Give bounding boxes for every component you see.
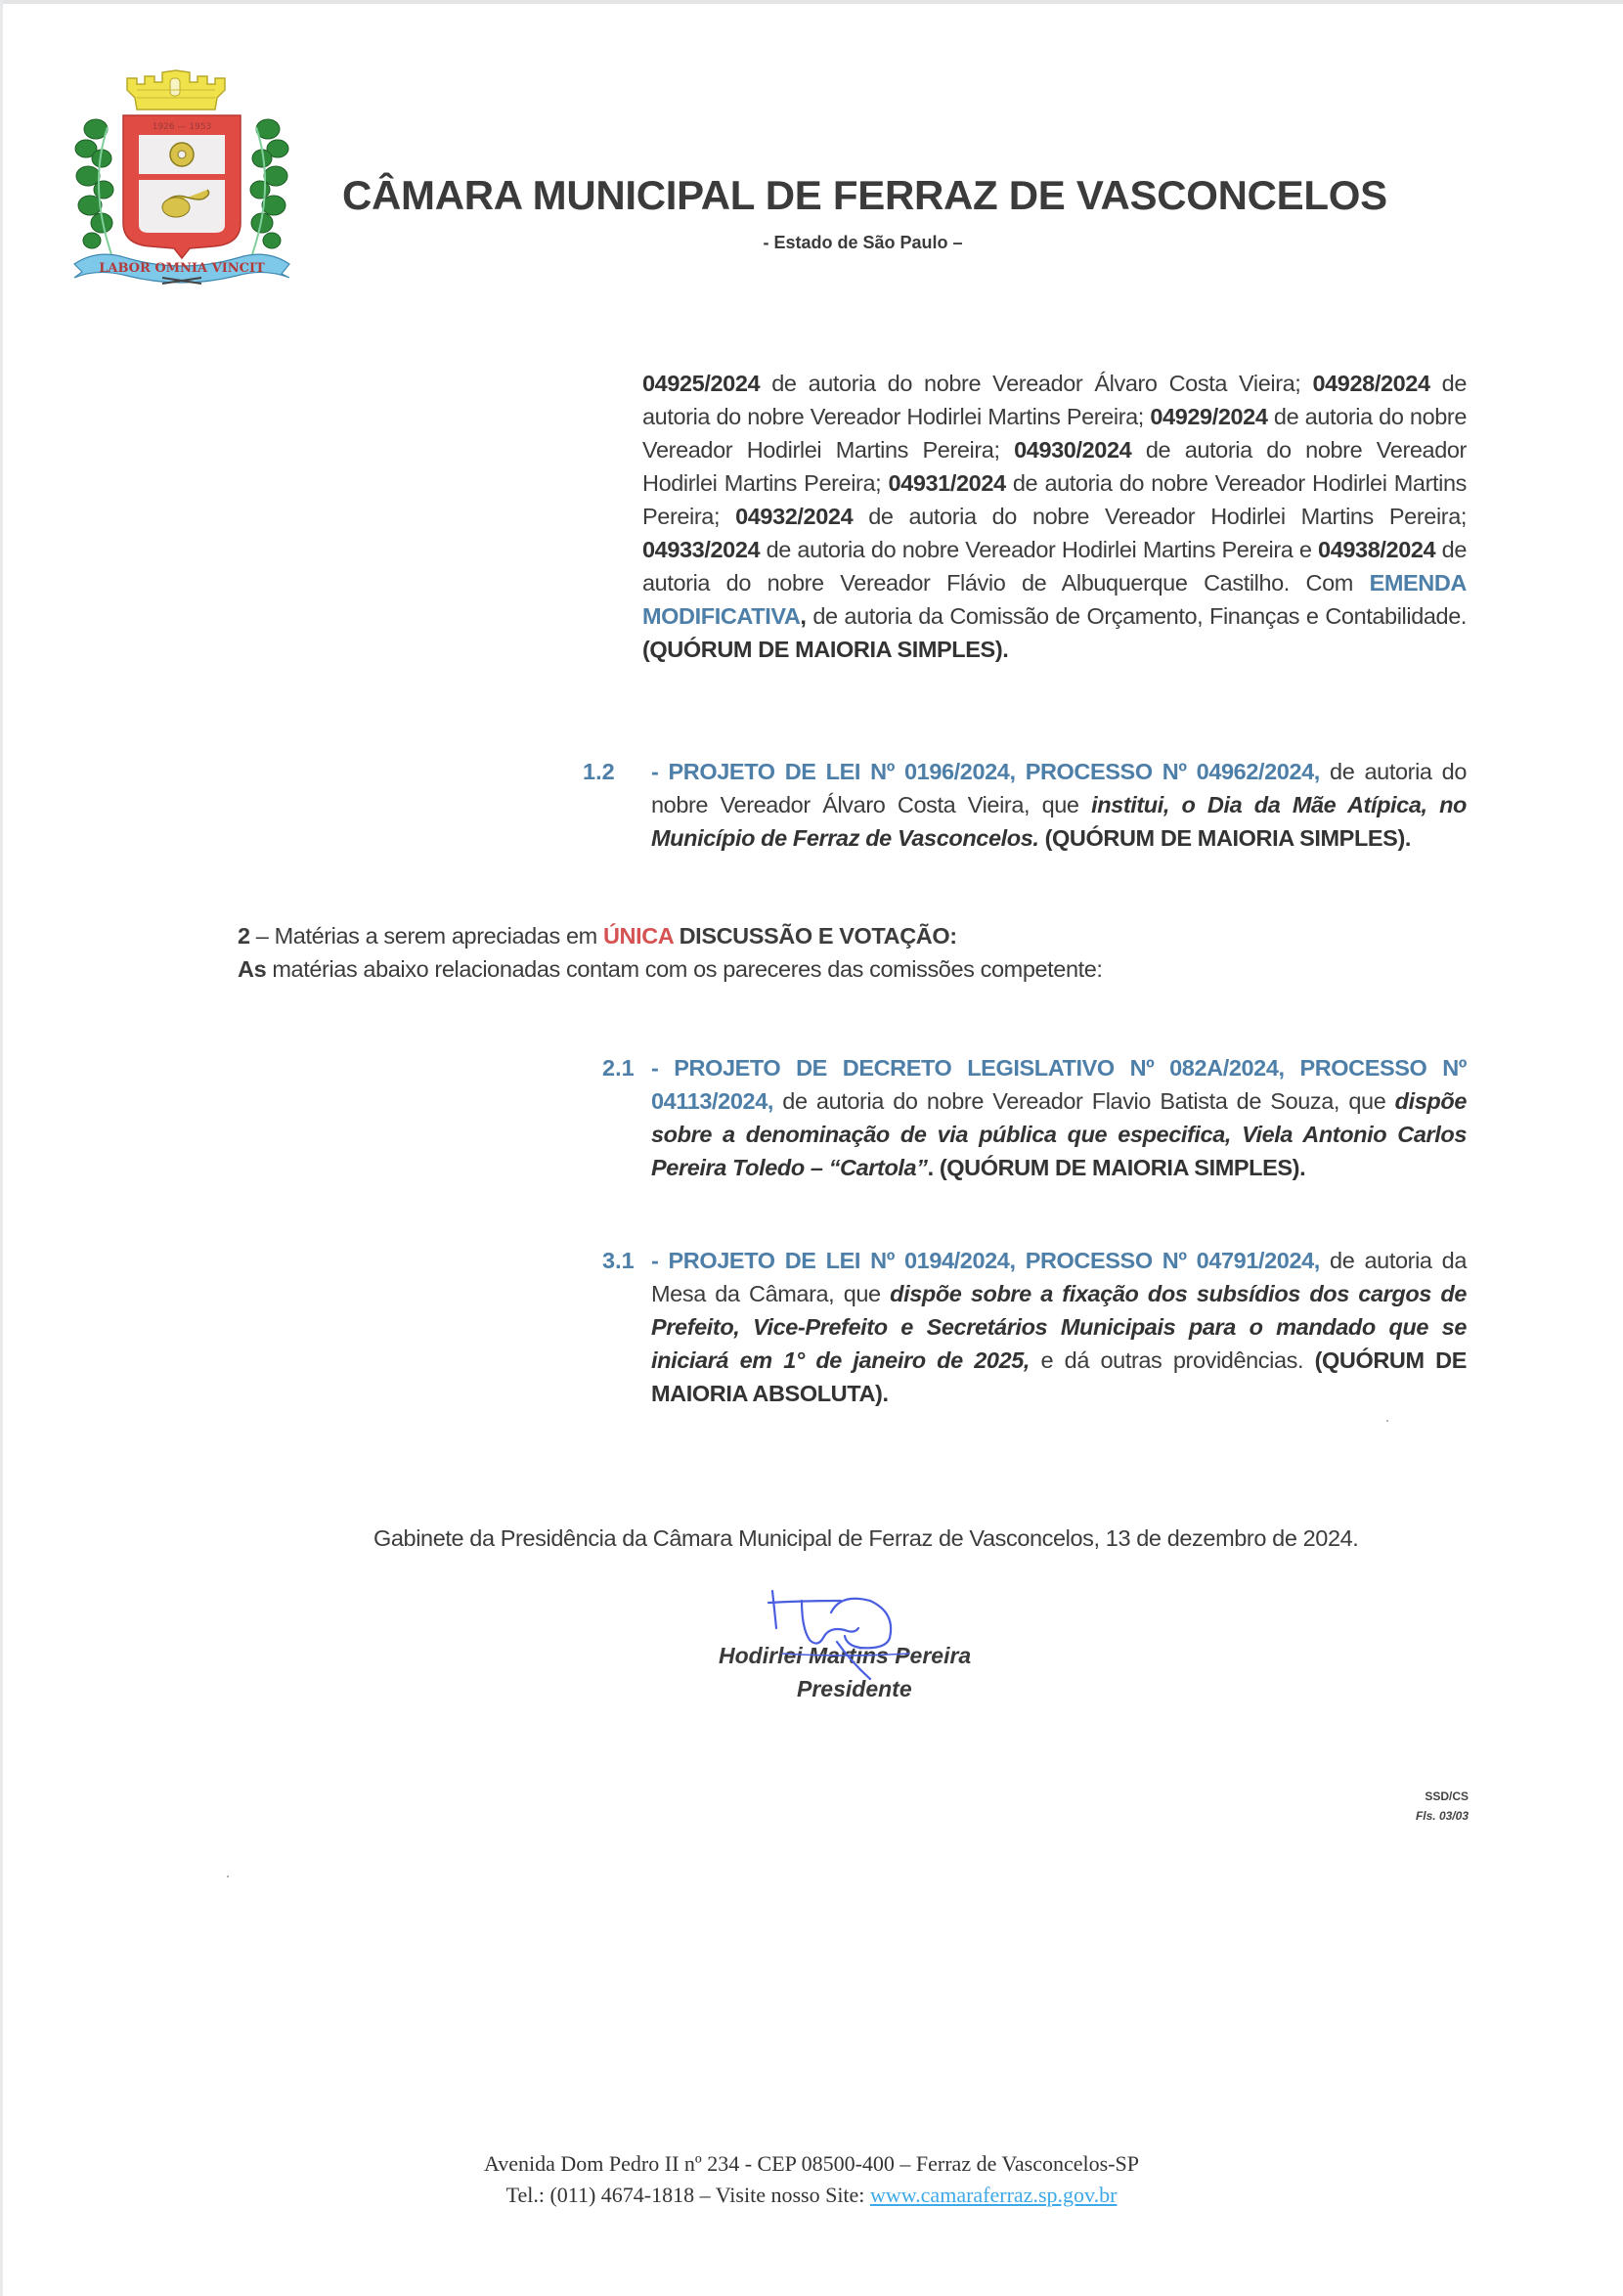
text: de autoria do nobre Vereador Hodirlei Martins Pereira;	[853, 504, 1467, 529]
scan-top-edge	[0, 0, 1623, 4]
item-subject: dispõe sobre a denominação de via pública que especifica, Viela Antonio Carlos Pereira Toledo – “Cartola”	[651, 1088, 1467, 1180]
signer-name: Hodirlei Martins Pereira	[719, 1643, 972, 1668]
quorum-label: (QUÓRUM DE MAIORIA SIMPLES).	[1038, 825, 1411, 851]
shield-icon	[123, 115, 241, 258]
text: de autoria do nobre Vereador Hodirlei Martins Pereira;	[642, 470, 1467, 529]
process-number: 04929/2024	[1150, 404, 1268, 429]
unica-label: ÚNICA	[602, 923, 674, 949]
text-bold: As	[238, 956, 267, 982]
page-count: Fls. 03/03	[1415, 1809, 1469, 1823]
crown-icon	[127, 70, 225, 110]
item-subject: institui, o Dia da Mãe Atípica, no Município de Ferraz de Vasconcelos.	[651, 792, 1467, 851]
motto-text: LABOR OMNIA VINCIT	[99, 261, 265, 276]
text: de autoria do nobre Vereador Álvaro Costa Vieira;	[760, 371, 1313, 396]
text: matérias abaixo relacionadas contam com os pareceres das comissões competente:	[266, 956, 1103, 982]
text: de autoria do nobre Vereador Flávio de Albuquerque Castilho. Com	[642, 537, 1467, 596]
text: de autoria do nobre Vereador Hodirlei Martins Pereira;	[642, 371, 1467, 429]
section-number: 2	[238, 923, 250, 949]
document-reference-code: SSD/CS	[1425, 1789, 1469, 1803]
quorum-label: (QUÓRUM DE MAIORIA SIMPLES).	[933, 1155, 1306, 1180]
shield-years-text: 1926 — 1953	[152, 122, 212, 132]
process-number: 04925/2024	[642, 371, 761, 396]
item-subject: dispõe sobre a fixação dos subsídios dos cargos de Prefeito, Vice-Prefeito e Secretários Municipais para o mandado que se iniciará em 1° de janeiro de 2025,	[651, 1281, 1467, 1373]
text: de autoria do nobre Vereador Hodirlei Martins Pereira e	[760, 537, 1319, 562]
process-number: 04931/2024	[888, 470, 1006, 496]
continued-processes-paragraph	[642, 367, 1467, 666]
handwritten-signature	[763, 1589, 948, 1687]
quorum-label: (QUÓRUM DE MAIORIA SIMPLES).	[642, 637, 1009, 662]
item-heading: - PROJETO DE DECRETO LEGISLATIVO Nº 082A/2024, PROCESSO Nº 04113/2024,	[651, 1055, 1467, 1114]
item-heading: - PROJETO DE LEI Nº 0196/2024, PROCESSO Nº 04962/2024,	[651, 759, 1320, 784]
text: de autoria da Comissão de Orçamento, Finanças e Contabilidade.	[806, 603, 1467, 629]
text: de autoria do nobre Vereador Álvaro Costa Vieira, que	[651, 759, 1467, 817]
item-number-3-1: 3.1	[602, 1248, 635, 1273]
text: e dá outras providências.	[1030, 1347, 1315, 1373]
item-1-2-paragraph	[651, 755, 1467, 855]
process-number: 04933/2024	[642, 537, 761, 562]
municipal-coat-of-arms-logo	[68, 68, 295, 286]
scan-speck	[227, 1876, 229, 1877]
scan-left-edge	[0, 0, 3, 2296]
text: de autoria do nobre Vereador Flavio Batista de Souza, que	[773, 1088, 1395, 1114]
process-number: 04930/2024	[1014, 437, 1132, 463]
institution-title: CÂMARA MUNICIPAL DE FERRAZ DE VASCONCELOS	[342, 172, 1387, 218]
section-2-heading	[238, 919, 957, 952]
institution-subtitle: - Estado de São Paulo –	[763, 233, 963, 252]
comma: ,	[800, 603, 807, 629]
closing-place-date: Gabinete da Presidência da Câmara Municipal de Ferraz de Vasconcelos, 13 de dezembro de 2024.	[373, 1525, 1359, 1551]
signer-role: Presidente	[797, 1676, 912, 1701]
item-3-1-paragraph	[651, 1244, 1467, 1410]
process-number: 04932/2024	[735, 504, 854, 529]
laurel-leaves-right-icon	[250, 119, 288, 254]
website-link[interactable]: www.camaraferraz.sp.gov.br	[869, 2183, 1118, 2207]
dot: .	[927, 1155, 934, 1180]
section-2-description	[238, 952, 1103, 986]
emenda-modificativa-label: EMENDA MODIFICATIVA	[642, 570, 1467, 629]
footer-contact	[0, 2183, 1623, 2208]
text: de autoria da Mesa da Câmara, que	[651, 1248, 1467, 1306]
section-title: DISCUSSÃO E VOTAÇÃO:	[673, 923, 957, 949]
text: – Matérias a serem apreciadas em	[249, 923, 603, 949]
scan-speck	[1386, 1420, 1388, 1422]
item-2-1-paragraph	[651, 1051, 1467, 1184]
footer-address: Avenida Dom Pedro II nº 234 - CEP 08500-400 – Ferraz de Vasconcelos-SP	[484, 2151, 1139, 2176]
process-number: 04938/2024	[1318, 537, 1436, 562]
footer-phone-text: Tel.: (011) 4674-1818 – Visite nosso Site:	[505, 2183, 870, 2207]
item-heading: - PROJETO DE LEI Nº 0194/2024, PROCESSO Nº 04791/2024,	[651, 1248, 1320, 1273]
text: de autoria do nobre Vereador Hodirlei Martins Pereira;	[642, 404, 1467, 463]
laurel-leaves-left-icon	[75, 119, 113, 254]
process-number: 04928/2024	[1312, 371, 1430, 396]
quorum-label: (QUÓRUM DE MAIORIA ABSOLUTA).	[651, 1347, 1467, 1406]
item-number-2-1: 2.1	[602, 1055, 635, 1081]
text: de autoria do nobre Vereador Hodirlei Martins Pereira;	[642, 437, 1467, 496]
item-number-1-2: 1.2	[583, 759, 615, 784]
